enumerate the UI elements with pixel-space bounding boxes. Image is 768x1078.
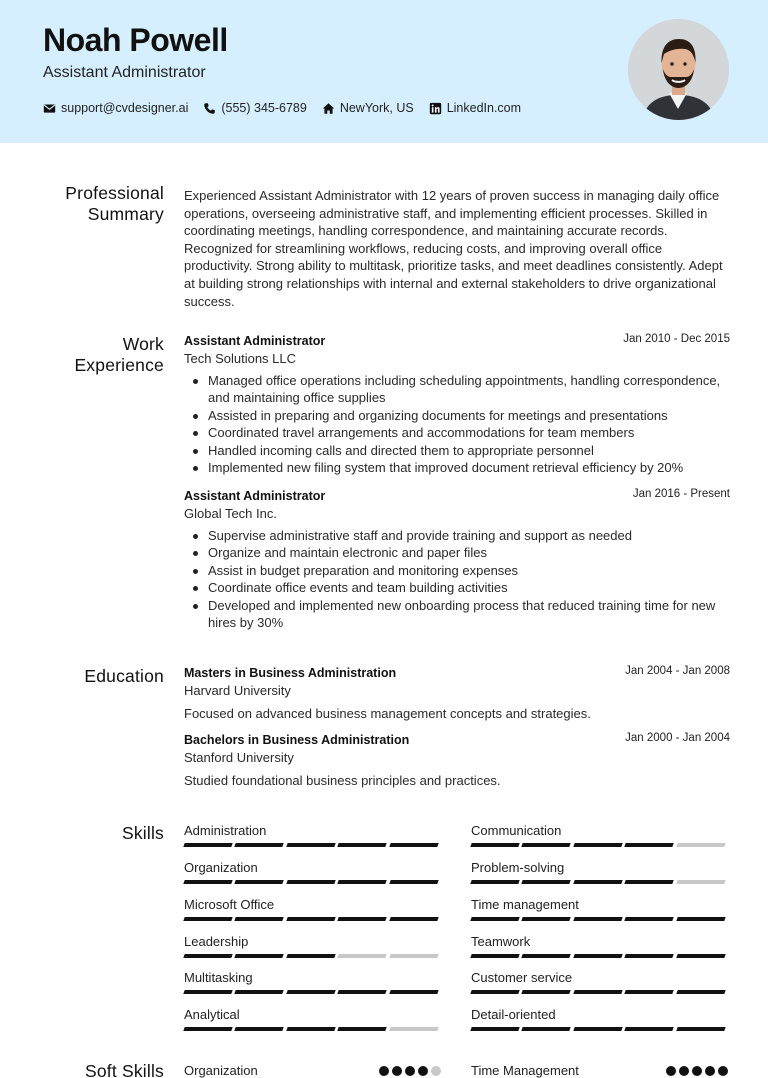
skill-item (471, 897, 728, 921)
skill-segment-filled (470, 1027, 519, 1031)
soft-skill-rating (376, 1066, 441, 1076)
list-item: Assisted in preparing and organizing documents for meetings and presentations (208, 407, 730, 424)
skill-segment-filled (389, 990, 438, 994)
list-item: Coordinated travel arrangements and accommodations for team members (208, 424, 730, 441)
skill-level-bar (184, 990, 441, 994)
job-entry-2 (184, 489, 730, 631)
section-title-skills (122, 823, 164, 844)
job-title: Assistant Administrator (184, 334, 326, 348)
list-item: Supervise administrative staff and provide training and support as needed (208, 527, 730, 544)
skill-segment-filled (573, 990, 622, 994)
summary-text: Experienced Assistant Administrator with 12 years of proven success in managing daily office operations, overseeing administrative staff, and implementing efficient processes. Skilled in coordinating meetings, handling correspondence, and maintaining accurate records. Recognized for streamlining workflows, reducing costs, and improving overall office productivity. Strong ability to multitask, prioritize tasks, and meet deadlines consistently. Adept at building strong relationships with internal and external stakeholders to drive organizational success. (184, 188, 723, 309)
skill-name: Time management (471, 897, 579, 912)
job-title: Assistant Administrator (184, 489, 326, 503)
skill-segment-filled (573, 880, 622, 884)
skill-segment-filled (676, 1027, 725, 1031)
skill-level-bar (471, 1027, 728, 1031)
school-name: Harvard University (184, 683, 291, 698)
education-entry-1 (184, 666, 730, 721)
soft-skill-name: Organization (184, 1063, 258, 1078)
list-item: Coordinate office events and team building activities (208, 579, 730, 596)
skill-item (471, 934, 728, 958)
skill-name: Microsoft Office (184, 897, 275, 912)
contact-location (322, 101, 414, 115)
job-dates: Jan 2010 - Dec 2015 (623, 333, 730, 345)
skill-name: Communication (471, 823, 562, 838)
skill-segment-filled (573, 954, 622, 958)
skill-name: Leadership (184, 934, 249, 949)
rating-dot-filled (418, 1066, 428, 1076)
skill-segment-filled (286, 843, 335, 847)
skill-name: Teamwork (471, 934, 531, 949)
skill-segment-empty (389, 954, 438, 958)
skill-name: Administration (184, 823, 267, 838)
rating-dot-filled (718, 1066, 728, 1076)
list-item: Assist in budget preparation and monitoring expenses (208, 562, 730, 579)
section-title-education (84, 666, 164, 687)
section-title-summary (44, 183, 164, 225)
skill-segment-filled (676, 990, 725, 994)
section-title-experience-text: Work Experience (74, 334, 164, 375)
list-item: Developed and implemented new onboarding process that reduced training time for new hires by 30% (208, 597, 730, 632)
degree-title: Masters in Business Administration (184, 666, 397, 680)
skill-segment-filled (624, 990, 673, 994)
education-dates: Jan 2004 - Jan 2008 (625, 665, 730, 677)
skill-segment-filled (286, 917, 335, 921)
skill-segment-filled (624, 954, 673, 958)
skill-level-bar (471, 990, 728, 994)
candidate-name: Noah Powell (43, 22, 228, 58)
skill-segment-filled (522, 843, 571, 847)
skill-item (471, 1007, 728, 1031)
skill-level-bar (471, 954, 728, 958)
skill-level-bar (184, 880, 441, 884)
skill-item (184, 934, 441, 958)
soft-skill-item (471, 1063, 728, 1078)
skill-segment-filled (286, 1027, 335, 1031)
skill-name: Analytical (184, 1007, 240, 1022)
education-description: Studied foundational business principles and practices. (184, 773, 501, 788)
skill-segment-filled (522, 954, 571, 958)
rating-dot-filled (392, 1066, 402, 1076)
soft-skill-rating (663, 1066, 728, 1076)
skill-segment-filled (624, 1027, 673, 1031)
skill-item (471, 823, 728, 847)
rating-dot-filled (692, 1066, 702, 1076)
job-company: Tech Solutions LLC (184, 351, 297, 366)
skill-item (184, 1007, 441, 1031)
contact-bar (43, 101, 536, 115)
skill-segment-empty (389, 1027, 438, 1031)
envelope-icon (43, 102, 56, 115)
skill-segment-filled (235, 917, 284, 921)
skill-segment-filled (676, 917, 725, 921)
skill-segment-filled (183, 990, 232, 994)
rating-dot-filled (705, 1066, 715, 1076)
resume-header (0, 0, 768, 143)
skill-item (184, 970, 441, 994)
contact-linkedin-text: LinkedIn.com (446, 101, 522, 115)
skill-segment-filled (286, 990, 335, 994)
section-title-soft-skills (85, 1061, 164, 1078)
skill-segment-empty (676, 880, 725, 884)
skill-segment-filled (470, 990, 519, 994)
contact-phone-text: (555) 345-6789 (221, 101, 307, 115)
avatar (628, 19, 729, 120)
skill-item (184, 897, 441, 921)
skill-name: Multitasking (184, 970, 253, 985)
job-bullets (184, 372, 730, 476)
contact-phone[interactable] (203, 101, 306, 115)
skill-segment-filled (286, 880, 335, 884)
skill-segment-filled (337, 917, 386, 921)
skill-segment-filled (389, 917, 438, 921)
skill-segment-filled (235, 843, 284, 847)
list-item: Organize and maintain electronic and paper files (208, 544, 730, 561)
education-dates: Jan 2000 - Jan 2004 (625, 732, 730, 744)
education-description: Focused on advanced business management concepts and strategies. (184, 706, 591, 721)
skill-segment-filled (337, 990, 386, 994)
skill-segment-filled (183, 917, 232, 921)
skill-segment-filled (624, 917, 673, 921)
skill-segment-filled (470, 843, 519, 847)
skill-level-bar (471, 880, 728, 884)
skill-level-bar (184, 954, 441, 958)
contact-linkedin[interactable] (429, 101, 521, 115)
skill-level-bar (471, 843, 728, 847)
skill-segment-filled (183, 880, 232, 884)
job-company: Global Tech Inc. (184, 506, 277, 521)
skill-segment-empty (676, 843, 725, 847)
skill-name: Organization (184, 860, 258, 875)
job-dates: Jan 2016 - Present (632, 488, 730, 500)
skill-segment-filled (470, 917, 519, 921)
job-entry-1 (184, 334, 730, 476)
list-item: Handled incoming calls and directed them to appropriate personnel (208, 442, 730, 459)
skill-segment-filled (573, 917, 622, 921)
skill-segment-filled (522, 880, 571, 884)
rating-dot-filled (666, 1066, 676, 1076)
skill-segment-filled (337, 880, 386, 884)
linkedin-icon (429, 102, 442, 115)
rating-dot-filled (405, 1066, 415, 1076)
skill-segment-filled (286, 954, 335, 958)
skill-segment-empty (337, 954, 386, 958)
skill-name: Problem-solving (471, 860, 565, 875)
degree-title: Bachelors in Business Administration (184, 733, 410, 747)
skill-segment-filled (676, 954, 725, 958)
skill-segment-filled (522, 990, 571, 994)
contact-email-text: support@cvdesigner.ai (61, 101, 189, 115)
skill-segment-filled (337, 843, 386, 847)
soft-skill-name: Time Management (471, 1063, 579, 1078)
skill-segment-filled (183, 843, 232, 847)
skill-segment-filled (470, 954, 519, 958)
job-bullets (184, 527, 730, 631)
skill-segment-filled (235, 1027, 284, 1031)
skill-segment-filled (183, 1027, 232, 1031)
soft-skill-item (184, 1063, 441, 1078)
skill-segment-filled (522, 1027, 571, 1031)
skill-segment-filled (235, 880, 284, 884)
skill-segment-filled (337, 1027, 386, 1031)
rating-dot-filled (679, 1066, 689, 1076)
skill-level-bar (184, 917, 441, 921)
skill-name: Detail-oriented (471, 1007, 556, 1022)
skill-segment-filled (522, 917, 571, 921)
skill-item (184, 860, 441, 884)
candidate-title: Assistant Administrator (43, 64, 206, 81)
skill-segment-filled (235, 954, 284, 958)
skill-segment-filled (470, 880, 519, 884)
list-item: Implemented new filing system that improved document retrieval efficiency by 20% (208, 459, 730, 476)
skill-segment-filled (573, 843, 622, 847)
skill-segment-filled (624, 880, 673, 884)
contact-location-text: NewYork, US (339, 101, 414, 115)
skill-item (471, 970, 728, 994)
section-title-education-text: Education (84, 666, 164, 686)
skill-name: Customer service (471, 970, 573, 985)
contact-email[interactable] (43, 101, 188, 115)
skill-level-bar (184, 1027, 441, 1031)
section-title-soft-skills-text: Soft Skills (84, 1061, 164, 1078)
list-item: Managed office operations including scheduling appointments, handling correspondence, and maintaining office supplies (208, 372, 730, 407)
skill-segment-filled (389, 880, 438, 884)
rating-dot-filled (379, 1066, 389, 1076)
section-title-experience (54, 334, 164, 376)
skill-segment-filled (235, 990, 284, 994)
skill-segment-filled (389, 843, 438, 847)
skill-segment-filled (573, 1027, 622, 1031)
home-icon (322, 102, 335, 115)
skill-segment-filled (624, 843, 673, 847)
phone-icon (203, 102, 216, 115)
skill-segment-filled (183, 954, 232, 958)
section-title-skills-text: Skills (121, 823, 164, 843)
rating-dot-empty (431, 1066, 441, 1076)
skill-item (471, 860, 728, 884)
education-entry-2 (184, 733, 730, 788)
skill-level-bar (184, 843, 441, 847)
school-name: Stanford University (184, 750, 294, 765)
section-title-summary-text: Professional Summary (65, 183, 164, 224)
skill-level-bar (471, 917, 728, 921)
skill-item (184, 823, 441, 847)
